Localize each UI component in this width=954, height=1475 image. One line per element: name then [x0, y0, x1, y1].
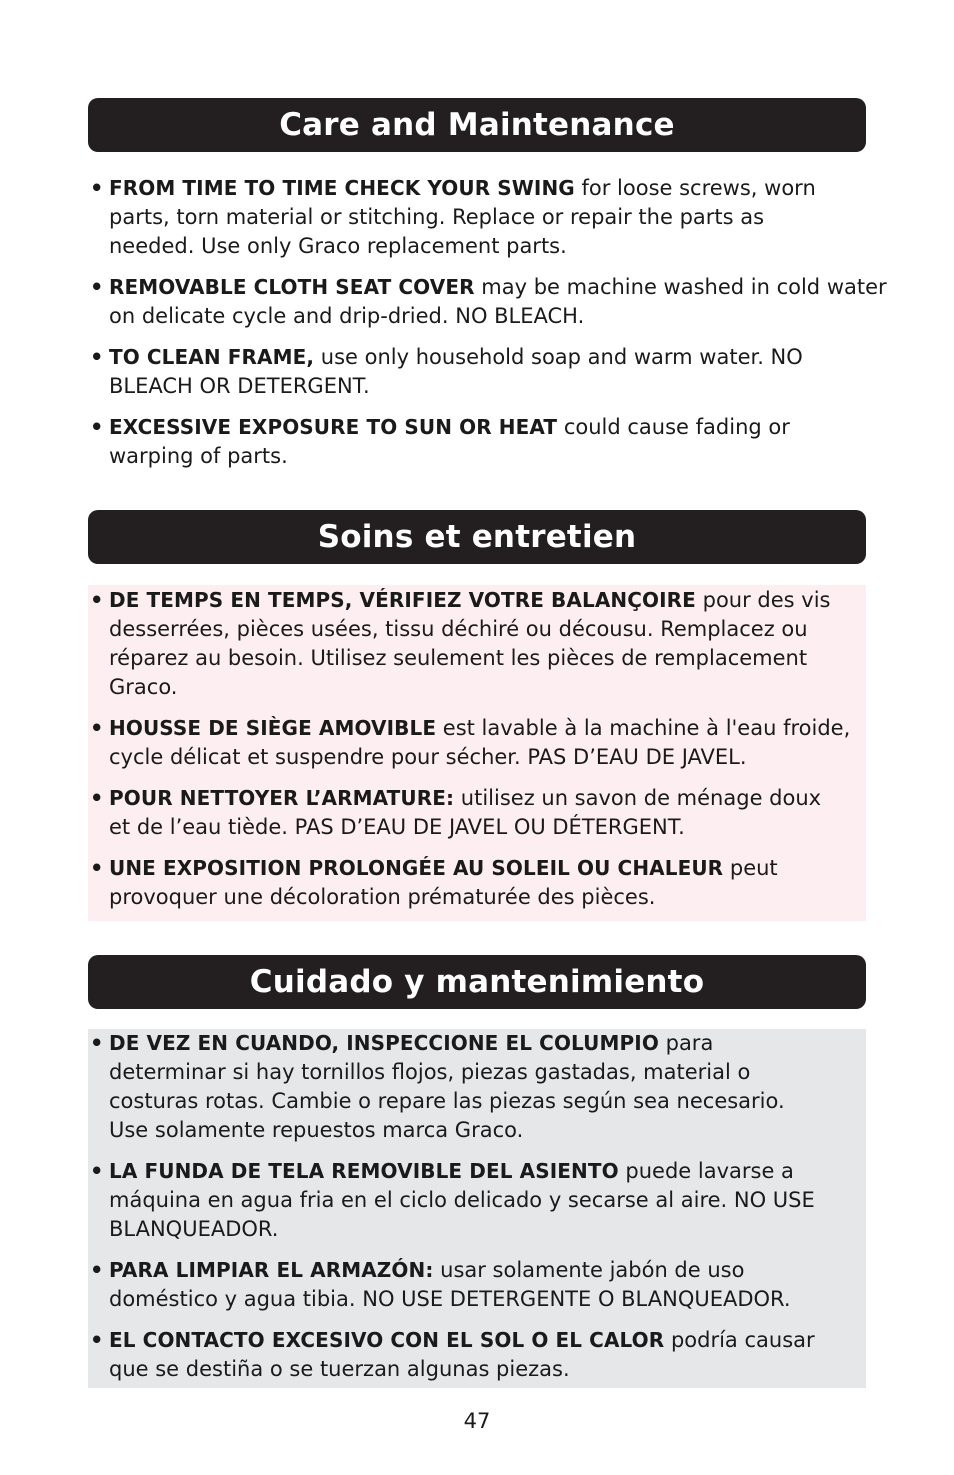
item-body: usar solamente jabón de uso doméstico y agua tibia. NO USE DETERGENTE O BLANQUEADOR. [109, 1258, 791, 1311]
bullet: • [90, 1159, 104, 1183]
bullet: • [90, 1258, 104, 1282]
section-body-french [88, 585, 866, 921]
item-lead: LA FUNDA DE TELA REMOVIBLE DEL ASIENTO [109, 1159, 619, 1183]
section-heading-english: Care and Maintenance [88, 98, 866, 152]
item-body: puede lavarse a máquina en agua fria en el ciclo delicado y secarse al aire. NO USE BLANQUEADOR. [109, 1159, 815, 1241]
care-list-english [88, 174, 887, 471]
bullet: • [90, 1031, 104, 1055]
item-lead: UNE EXPOSITION PROLONGÉE AU SOLEIL OU CHALEUR [109, 856, 724, 880]
item-lead: REMOVABLE CLOTH SEAT COVER [109, 275, 475, 299]
item-body: may be machine washed in cold water on delicate cycle and drip-dried. NO BLEACH. [109, 275, 887, 328]
section-body-english [88, 174, 887, 471]
bullet: • [90, 176, 104, 200]
item-body: use only household soap and warm water. NO BLEACH OR DETERGENT. [109, 345, 803, 398]
item-lead: POUR NETTOYER L’ARMATURE: [109, 786, 455, 810]
bullet: • [90, 275, 104, 299]
page-number: 47 [463, 1409, 491, 1433]
care-list-french [88, 586, 866, 912]
item-lead: FROM TIME TO TIME CHECK YOUR SWING [109, 176, 575, 200]
item-lead: PARA LIMPIAR EL ARMAZÓN: [109, 1258, 434, 1282]
section-heading-spanish: Cuidado y mantenimiento [88, 955, 866, 1009]
item-body: pour des vis desserrées, pièces usées, tissu déchiré ou décousu. Remplacez ou réparez au besoin. Utilisez seulement les pièces de remplacement Graco. [109, 588, 831, 699]
item-body: podría causar que se destiña o se tuerzan algunas piezas. [109, 1328, 815, 1381]
item-lead: TO CLEAN FRAME, [109, 345, 315, 369]
list-item [88, 784, 829, 842]
item-body: could cause fading or warping of parts. [109, 415, 790, 468]
section-heading-french: Soins et entretien [88, 510, 866, 564]
item-body: peut provoquer une décoloration prématurée des pièces. [109, 856, 778, 909]
bullet: • [90, 415, 104, 439]
bullet: • [90, 716, 104, 740]
bullet: • [90, 588, 104, 612]
list-item [88, 343, 809, 401]
item-lead: DE TEMPS EN TEMPS, VÉRIFIEZ VOTRE BALANÇOIRE [109, 588, 696, 612]
list-item [88, 714, 869, 772]
list-item [88, 1029, 809, 1145]
item-body: para determinar si hay tornillos flojos, piezas gastadas, material o costuras rotas. Cambie o repare las piezas según sea necesario. Use solamente repuestos marca Graco. [109, 1031, 785, 1142]
bullet: • [90, 345, 104, 369]
list-item [88, 1326, 829, 1384]
item-lead: DE VEZ EN CUANDO, INSPECCIONE EL COLUMPIO [109, 1031, 659, 1055]
list-item [88, 854, 869, 912]
bullet: • [90, 1328, 104, 1352]
item-lead: EXCESSIVE EXPOSURE TO SUN OR HEAT [109, 415, 558, 439]
list-item [88, 273, 887, 331]
list-item [88, 586, 869, 702]
list-item [88, 174, 849, 261]
item-lead: EL CONTACTO EXCESIVO CON EL SOL O EL CALOR [109, 1328, 665, 1352]
item-body: utilisez un savon de ménage doux et de l’eau tiède. PAS D’EAU DE JAVEL OU DÉTERGENT. [109, 786, 822, 839]
bullet: • [90, 856, 104, 880]
section-body-spanish [88, 1029, 866, 1388]
care-list-spanish [88, 1029, 866, 1384]
item-lead: HOUSSE DE SIÈGE AMOVIBLE [109, 716, 437, 740]
list-item [88, 1157, 834, 1244]
item-body: for loose screws, worn parts, torn material or stitching. Replace or repair the parts as needed. Use only Graco replacement parts. [109, 176, 816, 258]
item-body: est lavable à la machine à l'eau froide, cycle délicat et suspendre pour sécher. PAS D’EAU DE JAVEL. [109, 716, 851, 769]
bullet: • [90, 786, 104, 810]
list-item [88, 1256, 849, 1314]
list-item [88, 413, 819, 471]
